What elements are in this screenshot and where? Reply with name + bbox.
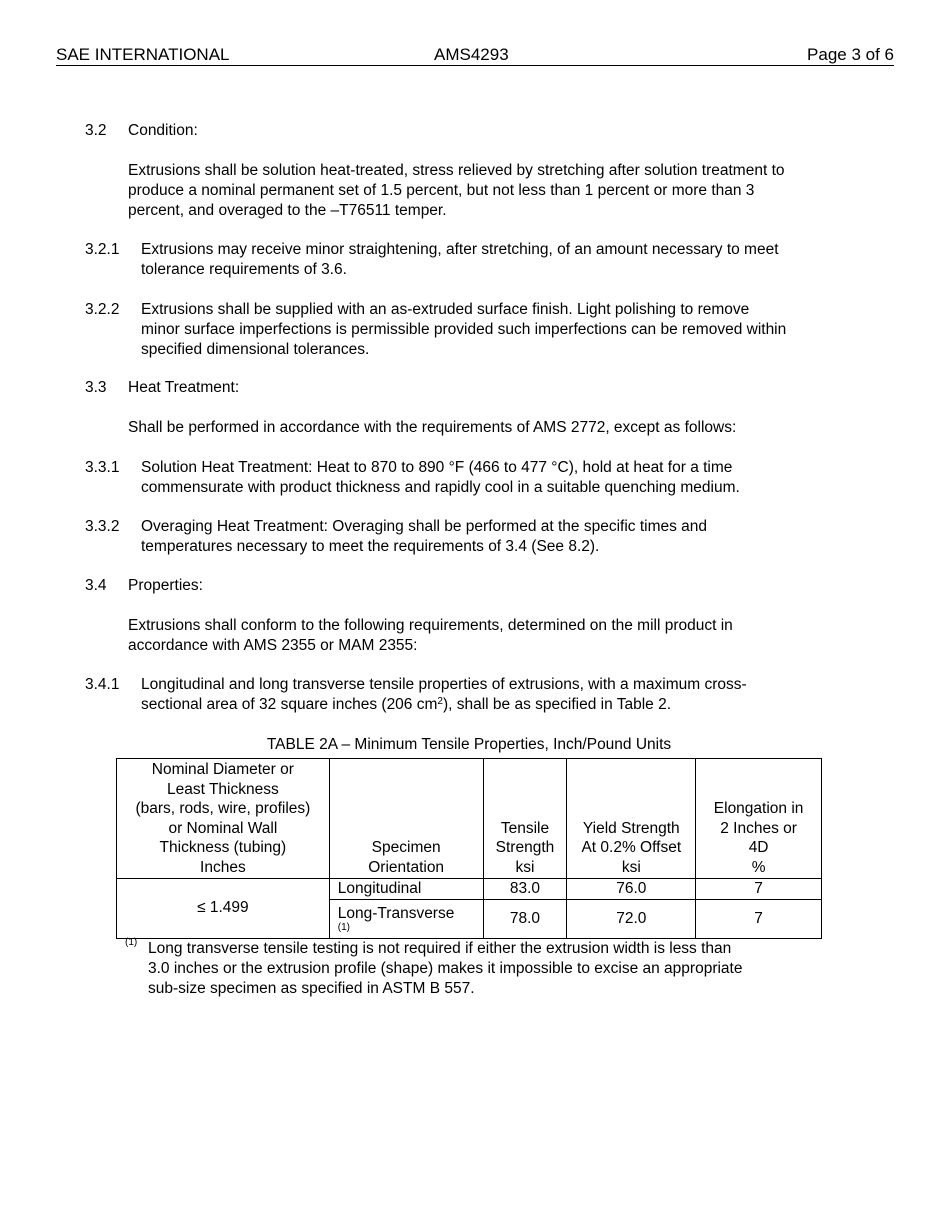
yield-cell: 72.0 bbox=[567, 899, 696, 938]
tensile-properties-table bbox=[116, 758, 822, 939]
section-number: 3.3.2 bbox=[85, 518, 120, 535]
header-nominal-diameter: Nominal Diameter or Least Thickness (bars, rods, wire, profiles) or Nominal Wall Thickness (tubing) Inches bbox=[117, 759, 330, 879]
section-number: 3.2 bbox=[85, 122, 107, 139]
page-header bbox=[56, 45, 894, 66]
section-number: 3.3 bbox=[85, 379, 107, 396]
elongation-cell: 7 bbox=[696, 899, 822, 938]
section-title: Heat Treatment: bbox=[128, 379, 240, 396]
table-footnote: Long transverse tensile testing is not required if either the extrusion width is less than 3.0 inches or the extrusion profile (shape) makes it impossible to excise an appropriate sub-size specimen as specified in ASTM B 557. bbox=[148, 940, 743, 997]
size-range-cell: ≤ 1.499 bbox=[117, 878, 330, 938]
section-paragraph: Extrusions may receive minor straightening, after stretching, of an amount necessary to meet tolerance requirements of 3.6. bbox=[141, 241, 779, 278]
section-paragraph: Solution Heat Treatment: Heat to 870 to 890 °F (466 to 477 °C), hold at heat for a time commensurate with product thickness and rapidly cool in a suitable quenching medium. bbox=[141, 459, 740, 496]
tensile-cell: 83.0 bbox=[483, 878, 567, 899]
section-number: 3.4 bbox=[85, 577, 107, 594]
table-row bbox=[117, 878, 822, 899]
elongation-cell: 7 bbox=[696, 878, 822, 899]
section-paragraph: Extrusions shall conform to the following requirements, determined on the mill product in accordance with AMS 2355 or MAM 2355: bbox=[128, 617, 733, 654]
tensile-cell: 78.0 bbox=[483, 899, 567, 938]
section-paragraph: Extrusions shall be supplied with an as-extruded surface finish. Light polishing to remove minor surface imperfections is permissible provided such imperfections can be removed within specified dimensional tolerances. bbox=[141, 301, 787, 358]
section-number: 3.2.1 bbox=[85, 241, 120, 258]
header-yield-strength: Yield Strength At 0.2% Offset ksi bbox=[567, 759, 696, 879]
header-specimen-orientation: Specimen Orientation bbox=[329, 759, 483, 879]
footnote-reference: (1) bbox=[337, 922, 350, 934]
header-document-number: AMS4293 bbox=[434, 45, 509, 64]
table-header-row bbox=[117, 759, 822, 879]
table-title: TABLE 2A – Minimum Tensile Properties, Inch/Pound Units bbox=[266, 736, 672, 753]
section-title: Properties: bbox=[128, 577, 203, 594]
orientation-cell: Longitudinal bbox=[329, 878, 483, 899]
footnote-mark: (1) bbox=[125, 937, 138, 948]
header-tensile-strength: Tensile Strength ksi bbox=[483, 759, 567, 879]
section-paragraph: Longitudinal and long transverse tensile properties of extrusions, with a maximum cross- sectional area of 32 square inches (206 $cm^2$), shall be as specified in Table 2. bbox=[141, 676, 747, 713]
orientation-cell: Long-Transverse (1) bbox=[329, 899, 483, 938]
section-paragraph: Extrusions shall be solution heat-treated, stress relieved by stretching after solution treatment to produce a nominal permanent set of 1.5 percent, but not less than 1 percent or more than 3 percent, and overaged to the –T76511 temper. bbox=[128, 162, 785, 219]
header-page-number: Page 3 of 6 bbox=[807, 45, 894, 64]
section-number: 3.2.2 bbox=[85, 301, 120, 318]
header-elongation: Elongation in 2 Inches or 4D % bbox=[696, 759, 822, 879]
section-number: 3.3.1 bbox=[85, 459, 120, 476]
section-paragraph: Shall be performed in accordance with the requirements of AMS 2772, except as follows: bbox=[128, 419, 737, 436]
section-title: Condition: bbox=[128, 122, 198, 139]
section-number: 3.4.1 bbox=[85, 676, 120, 693]
section-paragraph: Overaging Heat Treatment: Overaging shall be performed at the specific times and temperatures necessary to meet the requirements of 3.4 (See 8.2). bbox=[141, 518, 708, 555]
header-organization: SAE INTERNATIONAL bbox=[56, 45, 230, 64]
yield-cell: 76.0 bbox=[567, 878, 696, 899]
